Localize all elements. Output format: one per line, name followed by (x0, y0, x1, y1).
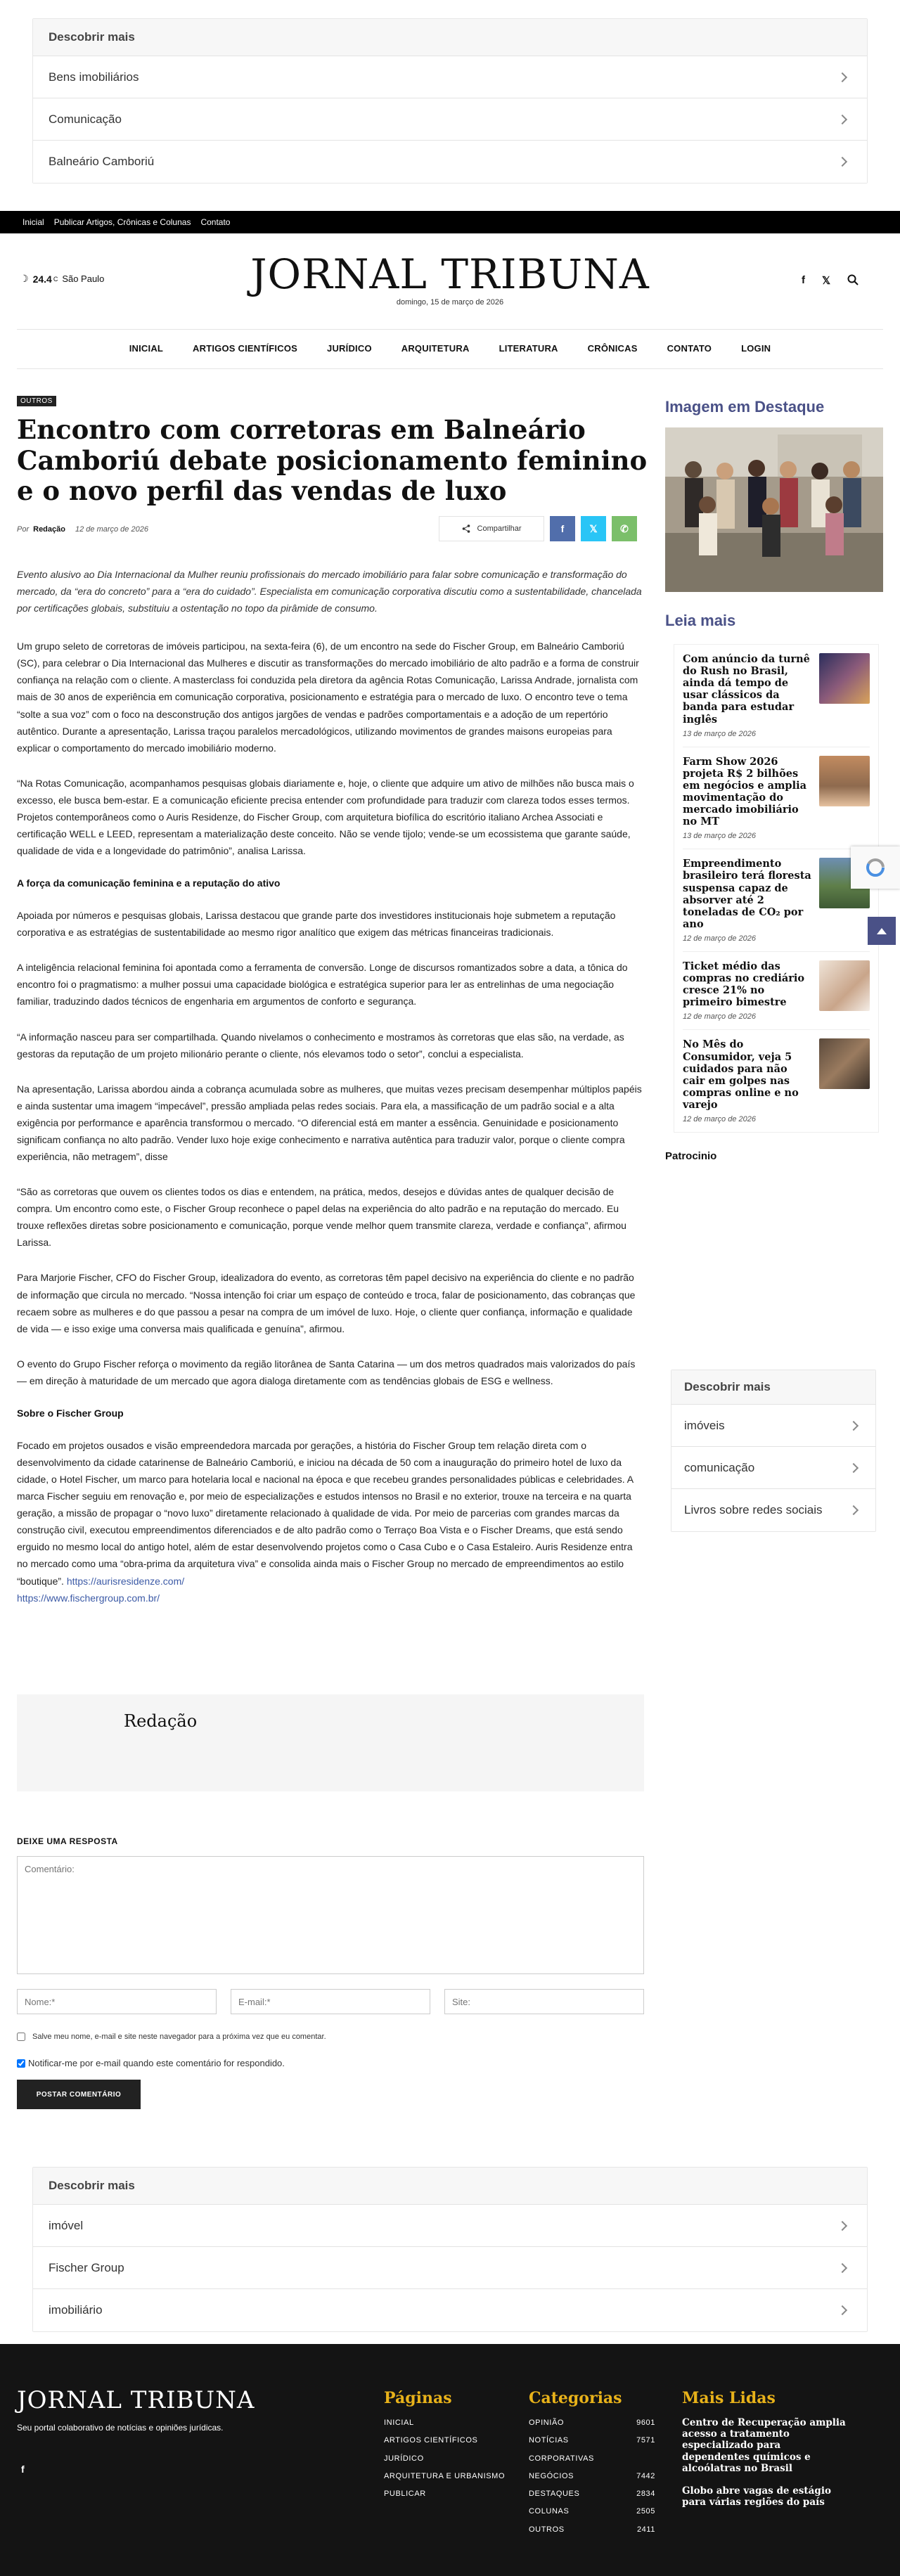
footer-logo[interactable]: JORNAL TRIBUNA (17, 2386, 255, 2414)
paragraph: “São as corretoras que ouvem os clientes todos os dias e entendem, na prática, medos, desejos e dúvidas antes de qualquer decisão de compra. Um encontro como este, o Fischer Group reconhece o papel delas na experiência do alto padrão e na reputação do mercado. Eu trouxe reflexões diretas sobre posicionamento e comunicação, porque vende melhor quem transmite clareza, verdade e confiança”, afirmou Larissa. (17, 1186, 626, 1249)
weather-temp: 24.4 (32, 273, 52, 285)
most-read-item[interactable]: Centro de Recuperação amplia acesso a tratamento especializado para dependentes químicos e alcoólatras no Brasil (682, 2417, 846, 2474)
footer-facebook-icon[interactable]: f (21, 2464, 25, 2475)
footer-most-read: Mais Lidas Centro de Recuperação amplia acesso a tratamento especializado para dependentes químicos e alcoólatras no Brasil Globo abre vagas de estágio para várias regiões do país (682, 2389, 851, 2508)
discover-item[interactable]: Bens imobiliários (33, 56, 867, 98)
nav-artigos[interactable]: ARTIGOS CIENTÍFICOS (193, 343, 298, 354)
chevron-right-icon (837, 157, 847, 167)
paragraph: “Na Rotas Comunicação, acompanhamos pesquisas globais diariamente e, hoje, o cliente que adquire um ativo de milhões não busca mais o excesso, ele busca bem-estar. E a comunicação eficiente precisa entender com profundidade para traduzir com clareza todos esses termos. Projetos contemporâneos como o Auris Residenze, do Fischer Group, com arquitetura biofílica do escritório italiano Archea Associati e certificação WELL e LEED, representam a materialização deste conceito. Não se vende tijolo; vende-se um ecossistema que garante saúde, qualidade de vida e a longevidade do patrimônio”, analisa Larissa. (17, 777, 634, 857)
paragraph: Um grupo seleto de corretoras de imóveis participou, na sexta-feira (6), de um encontro na sede do Fischer Group, em Balneário Camboriú (SC), para celebrar o Dia Internacional das Mulheres e discutir as transformações do mercado imobiliário de alto padrão e a forma de construir confiança na relação com o cliente. A masterclass foi conduzida pela diretora da agência Rotas Comunicação, Larissa Andrade, jornalista com mais de 30 anos de experiência em comunicação corporativa, posicionamento e estratégia para o mercado de luxo. O encontro teve o tema “solte a sua voz” com o foco na desconstrução dos antigos jargões de vendas e padrões comportamentais e a adoção de um repertório autêntico. Durante a apresentação, Larissa traçou paralelos mercadológicos, utilizando movimentos de grandes maisons europeias para explicar o comportamento do mercado imobiliário moderno. (17, 640, 639, 754)
chevron-right-icon (837, 2262, 847, 2272)
discover-item[interactable]: imobiliário (33, 2289, 867, 2331)
thumb-image (819, 756, 870, 806)
site-logo[interactable]: JORNAL TRIBUNA (250, 250, 650, 298)
nav-cronicas[interactable]: CRÔNICAS (587, 343, 638, 354)
topbar-link-contato[interactable]: Contato (200, 217, 231, 227)
discover-more-sidebar (671, 1370, 876, 1532)
discover-more-top (32, 18, 868, 183)
header-divider (17, 329, 883, 330)
chevron-right-icon (837, 2305, 847, 2315)
name-field[interactable] (17, 1989, 217, 2014)
subheading: Sobre o Fischer Group (17, 1407, 124, 1419)
paragraph: Apoiada por números e pesquisas globais, Larissa destacou que grande parte dos investidores institucionais hoje submetem a reputação corporativa e as estratégias de sustentabilidade ao mesmo rigor analítico que exigem das métricas financeiras tradicionais. (17, 910, 616, 939)
x-twitter-icon[interactable]: 𝕏 (822, 275, 831, 287)
comment-form (17, 1836, 644, 2109)
notify-checkbox[interactable] (17, 2059, 25, 2068)
footer-categories: Categorias OPINIÃO 9601 NOTÍCIAS CORPORATIVAS 7571 NEGÓCIOS 7442 DESTAQUES 2834 COLUNAS 2505 OUTROS 2411 (529, 2389, 655, 2539)
nav-juridico[interactable]: JURÍDICO (327, 343, 372, 354)
notify-row: Notificar-me por e-mail quando este comentário for respondido. (17, 2058, 644, 2068)
recaptcha-icon (865, 857, 886, 878)
share-facebook-button[interactable] (550, 516, 575, 541)
leia-item[interactable]: Com anúncio da turnê do Rush no Brasil, ainda dá tempo de usar clássicos da banda para estudar inglês 13 de março de 2026 (683, 645, 870, 747)
footer-category-link[interactable]: DESTAQUES 2834 (529, 2490, 655, 2499)
email-field[interactable] (231, 1989, 430, 2014)
topbar-link-publicar[interactable]: Publicar Artigos, Crônicas e Colunas (53, 217, 191, 227)
thumb-image (819, 653, 870, 704)
comment-fields-row (17, 1989, 644, 2014)
paragraph: “A informação nasceu para ser compartilhada. Quando nivelamos o conhecimento e mostramos às corretoras que elas são, na verdade, as gestoras da reputação de um projeto milionário perante o cliente, nós elevamos todo o setor”, conclui a especialista. (17, 1031, 624, 1060)
discover-title: Descobrir mais (33, 19, 867, 56)
paragraph: Focado em projetos ousados e visão empreendedora marcada por gerações, a história do Fischer Group tem relação direta com o desenvolvimento da cidade catarinense de Balneário Camboriú, e iniciou na década de 50 com a inauguração do primeiro hotel de luxo da cidade, o Hotel Fischer, um marco para hotelaria local e nacional na época e que recebeu grandes personalidades públicas e celebridades. A marca Fischer seguiu em renovação e, por meio de especializações e estudos intensos no Brasil e no exterior, trouxe na terceira e na quarta geração, a missão de propagar o “novo luxo” diretamente relacionado à qualidade de vida. Por meio de parcerias com grandes marcas da construção civil, executou empreendimentos diferenciados e de alto padrão como o Terraço Boa Vista e o Fischer Dreams, que está sendo erguido no mesmo local do antigo hotel, além de estar desenvolvendo projetos como o Casa Cubo e o Casa Estaleiro. Auris Residenze entra no mercado como uma “obra-prima da arquitetura viva” e consolida ainda mais o Fischer Group no mercado de empreendimentos ao estilo “boutique”. https://aurisresidenze.com/ https://www.fischergroup.com.br/ (17, 1439, 634, 1604)
leia-item[interactable]: Farm Show 2026 projeta R$ 2 bilhões em negócios e amplia movimentação do mercado imobiliário no MT 13 de março de 2026 (683, 747, 870, 850)
paragraph: Na apresentação, Larissa abordou ainda a cobrança acumulada sobre as mulheres, que muitas vezes precisam desempenhar múltiplos papéis e ainda sustentar uma imagem “impecável”, pressão ampliada pelas redes sociais. Para ela, a massificação de um padrão social e a alta exigência por performance e aparência transformou o mercado. “O diferencial está em manter a essência. Genuinidade e posicionamento significam confiança no alto padrão. Vender luxo hoje exige conhecimento e narrativa autêntica para traduzir valor, porque o cliente compra experiência, não metragem”, disse (17, 1083, 642, 1163)
footer-page-link[interactable]: INICIAL (384, 2419, 414, 2427)
leia-item[interactable]: Empreendimento brasileiro terá floresta suspensa capaz de absorver até 2 toneladas de CO₂ por ano 12 de março de 2026 (683, 849, 870, 952)
top-bar (0, 211, 900, 233)
share-x-button[interactable] (581, 516, 606, 541)
leia-mais-list (674, 644, 879, 1133)
facebook-icon[interactable]: f (802, 274, 805, 286)
discover-item[interactable]: comunicação (671, 1447, 875, 1489)
comment-textarea[interactable] (17, 1856, 644, 1974)
chevron-right-icon (849, 1462, 859, 1472)
facebook-icon: f (560, 523, 565, 534)
moon-icon: ☽ (20, 273, 29, 284)
chevron-right-icon (837, 2220, 847, 2230)
header-icons (802, 274, 859, 287)
main-nav (0, 343, 900, 354)
discover-item[interactable]: imóveis (671, 1405, 875, 1447)
submit-comment-button[interactable]: POSTAR COMENTÁRIO (17, 2080, 141, 2109)
link-auris[interactable]: https://aurisresidenze.com/ (66, 1575, 185, 1587)
author-box-name[interactable]: Redação (124, 1711, 198, 1731)
x-twitter-icon: 𝕏 (589, 522, 598, 534)
most-read-item[interactable]: Globo abre vagas de estágio para várias regiões do país (682, 2485, 831, 2509)
article-lead: Evento alusivo ao Dia Internacional da Mulher reuniu profissionais do mercado imobiliário para falar sobre comunicação e transformação do mercado, da “era do concreto” para a “era do cuidado”. Especialista em comunicação corporativa discutiu como a sustentabilidade, chancelada por certificações globais, substituiu a ostentação no topo da pirâmide de consumo. (17, 569, 642, 614)
save-info-checkbox[interactable] (17, 2033, 25, 2041)
footer-pages: Páginas INICIAL ARTIGOS CIENTÍFICOS JURÍDICO ARQUITETURA E URBANISMO PUBLICAR (384, 2389, 505, 2503)
footer-page-link[interactable]: PUBLICAR (384, 2490, 426, 2499)
header-date: domingo, 15 de março de 2026 (396, 298, 504, 307)
nav-login[interactable]: LOGIN (741, 343, 771, 354)
author-box (17, 1694, 644, 1791)
share-icon (462, 524, 470, 533)
save-info-row: Salve meu nome, e-mail e site neste navegador para a próxima vez que eu comentar. (17, 2033, 644, 2041)
chevron-right-icon (849, 1505, 859, 1515)
whatsapp-icon: ✆ (620, 522, 629, 534)
topbar-link-inicial[interactable]: Inicial (22, 217, 44, 227)
footer-category-link[interactable]: NEGÓCIOS 7442 (529, 2471, 655, 2480)
article-date: 12 de março de 2026 (75, 525, 148, 534)
chevron-right-icon (837, 72, 847, 82)
article-title: Encontro com corretoras em Balneário Camboriú debate posicionamento feminino e o novo perfil das vendas de luxo (17, 414, 648, 507)
nav-literatura[interactable]: LITERATURA (499, 343, 558, 354)
share-area (439, 516, 637, 541)
discover-more-bottom (32, 2167, 868, 2332)
thumb-image (819, 1038, 870, 1089)
scroll-top-button[interactable] (868, 917, 896, 945)
chevron-right-icon (849, 1420, 859, 1430)
featured-title: Imagem em Destaque (665, 398, 825, 416)
share-whatsapp-button[interactable] (612, 516, 637, 541)
footer-category-link[interactable]: OPINIÃO 9601 (529, 2419, 655, 2427)
category-badge[interactable]: OUTROS (17, 396, 56, 406)
article-meta: Por Redação 12 de março de 2026 (17, 525, 148, 534)
featured-image[interactable] (665, 427, 883, 592)
recaptcha-badge[interactable] (851, 846, 900, 889)
article-body (17, 566, 644, 1606)
footer (0, 2344, 900, 2576)
discover-item[interactable]: Fischer Group (33, 2247, 867, 2289)
footer-tagline: Seu portal colaborativo de notícias e opiniões jurídicas. (17, 2423, 224, 2433)
weather-city: São Paulo (62, 273, 105, 284)
paragraph: A inteligência relacional feminina foi apontada como a ferramenta de conversão. Longe de discursos romantizados sobre a data, a tônica do encontro foi o pragmatismo: a mulher possui uma capacidade biológica e estratégica superior para ler as entrelinhas de uma negociação familiar, traduzindo dados técnicos de engenharia em argumentos de conforto e segurança. (17, 962, 628, 1007)
subheading: A força da comunicação feminina e a reputação do ativo (17, 877, 281, 889)
footer-category-link[interactable]: COLUNAS 2505 (529, 2507, 655, 2516)
comment-title: DEIXE UMA RESPOSTA (17, 1836, 118, 1846)
nav-arquitetura[interactable]: ARQUITETURA (401, 343, 470, 354)
discover-item[interactable]: Comunicação (33, 98, 867, 141)
nav-contato[interactable]: CONTATO (667, 343, 712, 354)
leia-mais-title: Leia mais (665, 612, 736, 629)
arrow-up-icon (877, 928, 887, 934)
footer-page-link[interactable]: JURÍDICO (384, 2454, 424, 2463)
discover-item[interactable]: Balneário Camboriú (33, 141, 867, 183)
weather-widget: ☽ 24.4 C São Paulo (20, 273, 105, 285)
footer-page-link[interactable]: ARQUITETURA E URBANISMO (384, 2471, 506, 2480)
discover-item[interactable]: imóvel (33, 2205, 867, 2247)
link-fischer[interactable]: https://www.fischergroup.com.br/ (17, 1592, 160, 1604)
nav-divider (17, 368, 883, 369)
sponsor-label: Patrocinio (665, 1150, 717, 1162)
thumb-image (819, 960, 870, 1011)
paragraph: O evento do Grupo Fischer reforça o movimento da região litorânea de Santa Catarina — um dos metros quadrados mais valorizados do país — em direção à maturidade de um mercado que agora dialoga diretamente com as tendências globais de ESG e wellness. (17, 1358, 636, 1386)
chevron-right-icon (837, 114, 847, 124)
search-icon[interactable] (847, 274, 859, 285)
discover-title: Descobrir mais (33, 2168, 867, 2205)
footer-category-link[interactable]: NOTÍCIAS CORPORATIVAS 7571 (529, 2436, 655, 2463)
discover-title: Descobrir mais (671, 1370, 875, 1405)
leia-item[interactable]: Ticket médio das compras no crediário cresce 21% no primeiro bimestre 12 de março de 2026 (683, 952, 870, 1030)
share-button[interactable]: Compartilhar (439, 516, 544, 541)
paragraph: Para Marjorie Fischer, CFO do Fischer Group, idealizadora do evento, as corretoras têm papel decisivo na experiência do cliente e no padrão de informação que circula no mercado. “Nossa intenção foi criar um espaço de conteúdo e troca, falar de posicionamento, das cobranças que recaem sobre as mulheres e do que passou a pesar na compra de um imóvel de luxo. Hoje, o cliente quer confiança, informação e qualidade de vida — e isso exige uma conversa mais qualificada e genuína”, afirmou. (17, 1272, 636, 1334)
leia-item[interactable]: No Mês do Consumidor, veja 5 cuidados para não cair em golpes nas compras online e no varejo 12 de março de 2026 (683, 1030, 870, 1132)
footer-category-link[interactable]: OUTROS 2411 (529, 2525, 655, 2534)
discover-item[interactable]: Livros sobre redes sociais (671, 1489, 875, 1531)
site-field[interactable] (444, 1989, 644, 2014)
nav-inicial[interactable]: INICIAL (129, 343, 164, 354)
author-link[interactable]: Redação (33, 525, 65, 534)
footer-page-link[interactable]: ARTIGOS CIENTÍFICOS (384, 2436, 478, 2445)
